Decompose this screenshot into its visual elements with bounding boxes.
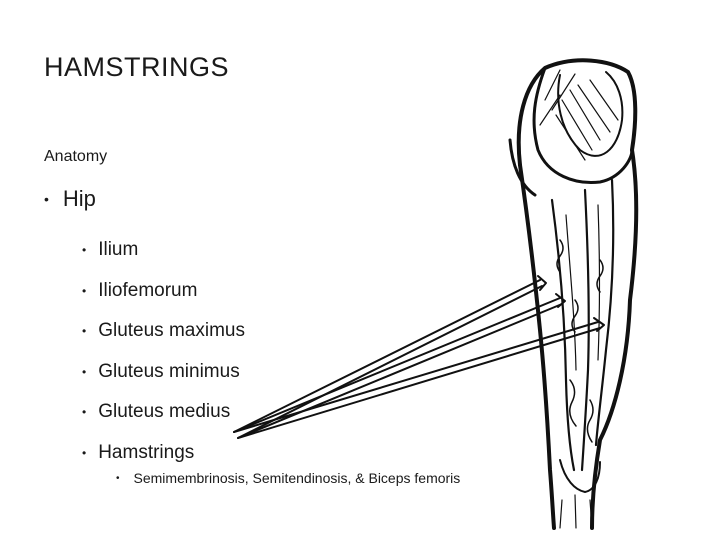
sub-bullet-label: Gluteus maximus [98,320,245,342]
sub-sub-bullet-label: Semimembrinosis, Semitendinosis, & Biceps femoris [133,470,461,486]
bullet-dot: • [82,445,87,460]
bullet-dot: • [82,364,87,379]
sub-bullet-label: Gluteus medius [98,401,231,423]
hamstring-anatomy-drawing [226,56,646,530]
bullet-hip-label: Hip [62,186,96,211]
sub-bullet-label: Ilium [98,239,139,261]
sub-bullet-item [82,352,245,393]
sub-bullet-label: Iliofemorum [98,279,198,301]
bullet-hip [44,186,96,212]
slide-title: HAMSTRINGS [44,52,230,82]
bullet-dot: • [116,472,120,484]
sub-bullet-item [82,271,245,312]
sub-bullet-item [82,392,245,433]
sub-bullet-item [82,311,245,352]
sub-bullet-label: Hamstrings [98,441,195,463]
bullet-dot: • [82,243,87,258]
sub-bullet-item [82,230,245,271]
slide-subtitle: Anatomy [44,148,108,165]
sub-bullet-list [82,230,245,473]
bullet-dot: • [82,405,87,420]
bullet-dot: • [82,283,87,298]
bullet-dot: • [82,324,87,339]
sub-bullet-label: Gluteus minimus [98,360,240,382]
sub-bullet-item [82,433,245,474]
bullet-dot: • [44,191,49,207]
